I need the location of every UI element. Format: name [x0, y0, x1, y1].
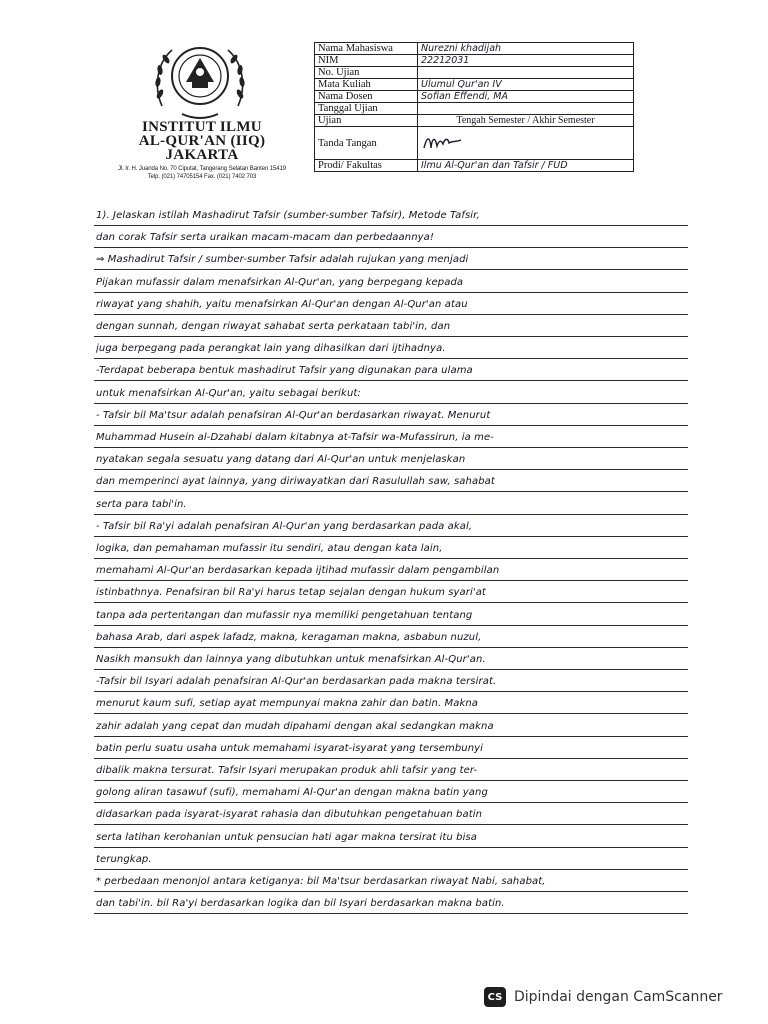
ruled-line	[94, 514, 688, 515]
ruled-line	[94, 913, 688, 914]
ruled-line	[94, 491, 688, 492]
handwritten-line: serta para tabi'in.	[96, 499, 187, 510]
institute-name-line2: AL-QUR'AN (IIQ)	[138, 133, 266, 149]
ruled-line	[94, 536, 688, 537]
ruled-line	[94, 469, 688, 470]
handwritten-line: * perbedaan menonjol antara ketiganya: bil Ma'tsur berdasarkan riwayat Nabi, sahabat,	[96, 876, 546, 887]
handwritten-line: -Tafsir bil Isyari adalah penafsiran Al-Qur'an berdasarkan pada makna tersirat.	[96, 676, 497, 687]
ruled-line	[94, 269, 688, 270]
camscanner-text: Dipindai dengan CamScanner	[514, 989, 723, 1005]
handwritten-line: batin perlu suatu usaha untuk memahami isyarat-isyarat yang tersembunyi	[96, 743, 484, 754]
handwritten-line: dan memperinci ayat lainnya, yang diriwayatkan dari Rasulullah saw, sahabat	[96, 476, 495, 487]
id-label: Nama Mahasiswa	[315, 43, 418, 55]
handwritten-line: 1). Jelaskan istilah Mashadirut Tafsir (sumber-sumber Tafsir), Metode Tafsir,	[96, 210, 480, 221]
ruled-line	[94, 314, 688, 315]
ruled-line	[94, 292, 688, 293]
handwritten-line: riwayat yang shahih, yaitu menafsirkan Al-Qur'an dengan Al-Qur'an atau	[96, 299, 468, 310]
ruled-line	[94, 847, 688, 848]
id-label: NIM	[315, 55, 418, 67]
ruled-line	[94, 669, 688, 670]
handwritten-line: - Tafsir bil Ma'tsur adalah penafsiran Al-Qur'an berdasarkan riwayat. Menurut	[96, 410, 491, 421]
handwritten-line: menurut kaum sufi, setiap ayat mempunyai makna zahir dan batin. Makna	[96, 698, 479, 709]
ruled-line	[94, 758, 688, 759]
handwritten-line: dengan sunnah, dengan riwayat sahabat serta perkataan tabi'in, dan	[96, 321, 451, 332]
id-value: Sofian Effendi, MA	[418, 91, 634, 103]
ruled-line	[94, 891, 688, 892]
ruled-line	[94, 380, 688, 381]
ruled-line	[94, 824, 688, 825]
id-value: Tengah Semester / Akhir Semester	[418, 115, 634, 127]
camscanner-watermark	[484, 987, 723, 1007]
handwritten-line: dan corak Tafsir serta uraikan macam-macam dan perbedaannya!	[96, 232, 434, 243]
ruled-line	[94, 780, 688, 781]
handwritten-line: serta latihan kerohanian untuk pensucian hati agar makna tersirat itu bisa	[96, 832, 478, 843]
ruled-line	[94, 225, 688, 226]
handwritten-line: terungkap.	[96, 854, 152, 865]
id-label: No. Ujian	[315, 67, 418, 79]
id-label: Ujian	[315, 115, 418, 127]
handwritten-line: ⇒ Mashadirut Tafsir / sumber-sumber Tafsir adalah rujukan yang menjadi	[96, 254, 469, 265]
ruled-line	[94, 713, 688, 714]
handwritten-line: memahami Al-Qur'an berdasarkan kepada ijtihad mufassir dalam pengambilan	[96, 565, 500, 576]
handwritten-line: nyatakan segala sesuatu yang datang dari Al-Qur'an untuk menjelaskan	[96, 454, 466, 465]
ruled-line	[94, 447, 688, 448]
ruled-line	[94, 691, 688, 692]
handwritten-line: Muhammad Husein al-Dzahabi dalam kitabnya at-Tafsir wa-Mufassirun, ia me-	[96, 432, 494, 443]
id-value: Ilmu Al-Qur'an dan Tafsir / FUD	[418, 160, 634, 172]
institute-address: Jl. Ir. H. Juanda No. 70 Ciputat, Tangerang Selatan Banten 15419	[118, 166, 286, 172]
handwritten-line: - Tafsir bil Ra'yi adalah penafsiran Al-Qur'an yang berdasarkan pada akal,	[96, 521, 473, 532]
ruled-line	[94, 802, 688, 803]
id-value: Ulumul Qur'an IV	[418, 79, 634, 91]
institute-name-line3: JAKARTA	[165, 147, 239, 163]
id-value: Nurezni khadijah	[418, 43, 634, 55]
handwritten-line: didasarkan pada isyarat-isyarat rahasia dan dibutuhkan pengetahuan batin	[96, 809, 483, 820]
handwritten-line: dan tabi'in. bil Ra'yi berdasarkan logika dan bil Isyari berdasarkan makna batin.	[96, 898, 505, 909]
handwritten-line: bahasa Arab, dari aspek lafadz, makna, keragaman makna, asbabun nuzul,	[96, 632, 482, 643]
handwritten-line: untuk menafsirkan Al-Qur'an, yaitu sebagai berikut:	[96, 388, 361, 399]
handwritten-line: istinbathnya. Penafsiran bil Ra'yi harus tetap sejalan dengan hukum syari'at	[96, 587, 486, 598]
ruled-line	[94, 736, 688, 737]
ruled-line	[94, 580, 688, 581]
handwritten-line: golong aliran tasawuf (sufi), memahami Al-Qur'an dengan makna batin yang	[96, 787, 488, 798]
handwritten-line: tanpa ada pertentangan dan mufassir nya memiliki pengetahuan tentang	[96, 610, 473, 621]
ruled-line	[94, 869, 688, 870]
ruled-line	[94, 425, 688, 426]
ruled-line	[94, 558, 688, 559]
institute-phone: Telp. (021) 74705154 Fax. (021) 7402 703	[147, 174, 257, 180]
ruled-line	[94, 647, 688, 648]
id-label: Nama Dosen	[315, 91, 418, 103]
institute-name-line1: INSTITUT ILMU	[142, 119, 262, 135]
handwritten-line: -Terdapat beberapa bentuk mashadirut Tafsir yang digunakan para ulama	[96, 365, 473, 376]
id-value: 22212031	[418, 55, 634, 67]
id-label: Prodi/ Fakultas	[315, 160, 418, 172]
handwritten-line: dibalik makna tersurat. Tafsir Isyari merupakan produk ahli tafsir yang ter-	[96, 765, 478, 776]
handwritten-line: zahir adalah yang cepat dan mudah dipahami dengan akal sedangkan makna	[96, 721, 494, 732]
ruled-line	[94, 336, 688, 337]
camscanner-logo-icon: CS	[484, 987, 506, 1007]
ruled-line	[94, 403, 688, 404]
handwritten-line: Pijakan mufassir dalam menafsirkan Al-Qur'an, yang berpegang kepada	[96, 277, 464, 288]
id-label: Tanggal Ujian	[315, 103, 418, 115]
handwritten-line: Nasikh mansukh dan lainnya yang dibutuhkan untuk menafsirkan Al-Qur'an.	[96, 654, 486, 665]
handwritten-line: juga berpegang pada perangkat lain yang dihasilkan dari ijtihadnya.	[96, 343, 446, 354]
id-label: Tanda Tangan	[315, 127, 418, 160]
ruled-line	[94, 247, 688, 248]
ruled-line	[94, 625, 688, 626]
ruled-line	[94, 358, 688, 359]
ruled-line	[94, 602, 688, 603]
id-label: Mata Kuliah	[315, 79, 418, 91]
handwritten-line: logika, dan pemahaman mufassir itu sendiri, atau dengan kata lain,	[96, 543, 443, 554]
